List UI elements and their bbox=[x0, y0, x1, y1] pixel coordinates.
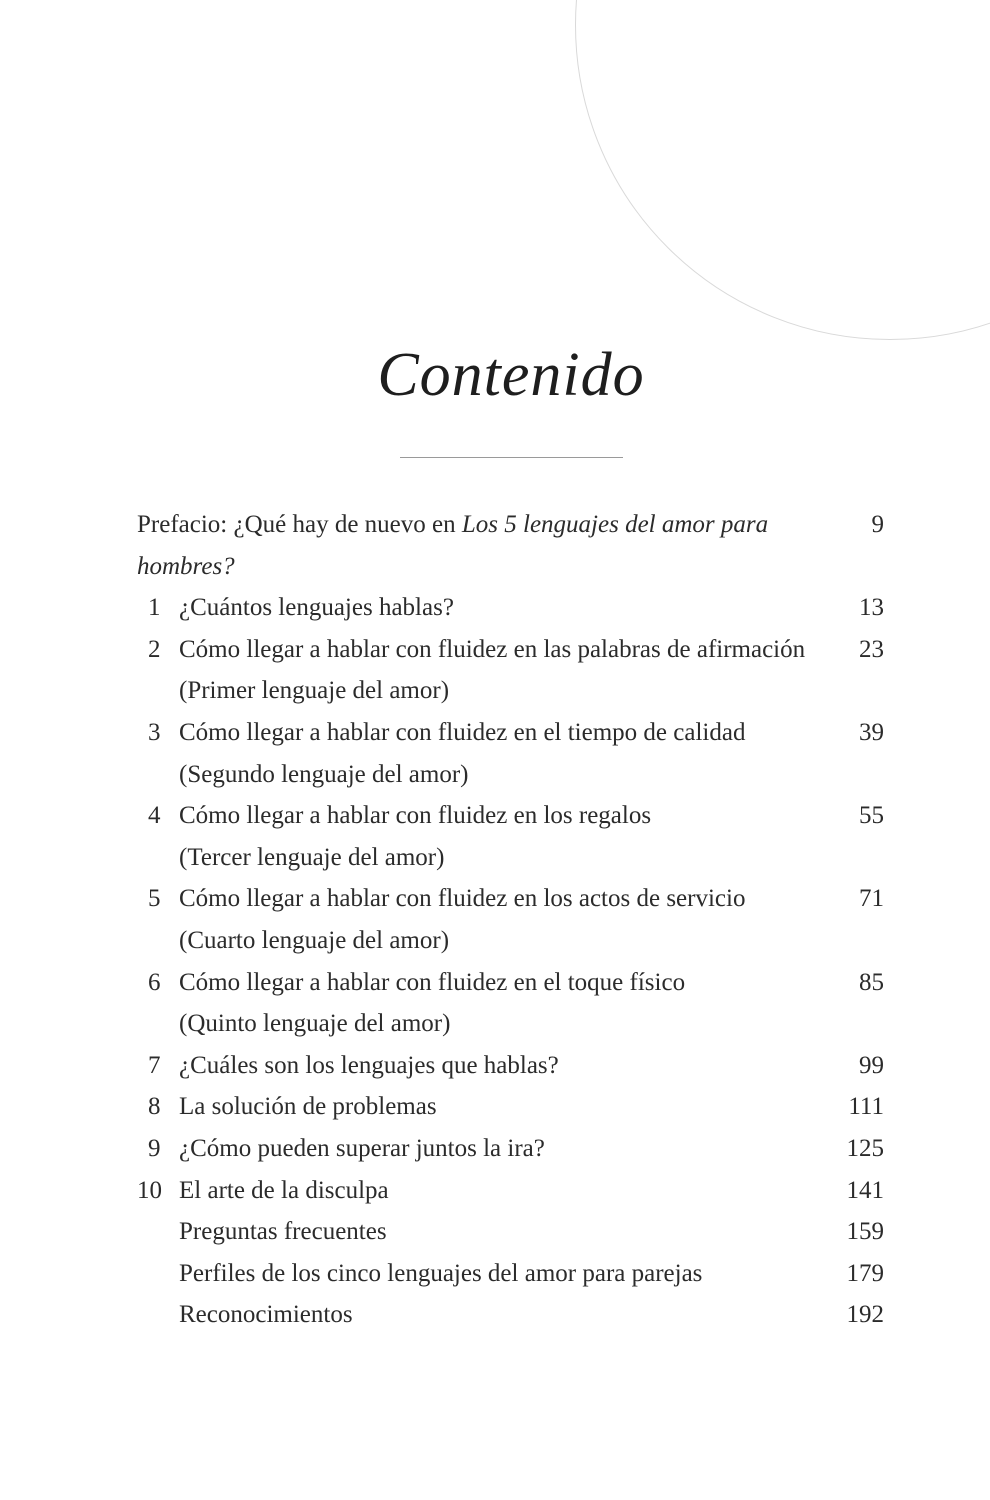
toc-chapter-number: 10 bbox=[137, 1176, 162, 1204]
toc-entry[interactable] bbox=[137, 629, 884, 712]
toc-entry-title bbox=[179, 1294, 824, 1336]
toc-chapter-number: 6 bbox=[148, 968, 161, 996]
toc-page-number: 159 bbox=[846, 1218, 884, 1246]
toc-entry-title bbox=[179, 1045, 824, 1087]
title-divider bbox=[400, 457, 623, 458]
preface-prefix: Prefacio: ¿Qué hay de nuevo en bbox=[137, 511, 462, 538]
toc-entry[interactable] bbox=[137, 795, 884, 878]
toc-entry-title bbox=[179, 1170, 824, 1212]
toc-entry[interactable] bbox=[137, 1294, 884, 1336]
toc-entry-title bbox=[179, 795, 824, 878]
toc-entry-main-text: Cómo llegar a hablar con fluidez en el toque físico bbox=[179, 968, 686, 996]
toc-entry[interactable] bbox=[137, 1128, 884, 1170]
toc-page-number: 141 bbox=[846, 1176, 884, 1204]
toc-page-number: 99 bbox=[859, 1051, 884, 1079]
toc-page-number: 55 bbox=[859, 802, 884, 830]
toc-page-number: 23 bbox=[859, 635, 884, 663]
toc-chapter-number: 2 bbox=[148, 635, 161, 663]
page-title: Contenido bbox=[377, 341, 645, 409]
toc-entry[interactable] bbox=[137, 1211, 884, 1253]
toc-entry-main-text: Cómo llegar a hablar con fluidez en los actos de servicio bbox=[179, 885, 746, 913]
decorative-circle bbox=[575, 0, 990, 340]
toc-entry[interactable] bbox=[137, 1045, 884, 1087]
toc-chapter-number: 4 bbox=[148, 802, 161, 830]
toc-entry-title bbox=[179, 1086, 824, 1128]
toc-entry-title bbox=[137, 504, 844, 587]
toc-entry-subtitle: (Segundo lenguaje del amor) bbox=[179, 760, 469, 788]
toc-entry[interactable] bbox=[137, 962, 884, 1045]
toc-entry[interactable] bbox=[137, 878, 884, 961]
toc-entry-main-text: La solución de problemas bbox=[179, 1093, 437, 1121]
toc-chapter-number: 9 bbox=[148, 1134, 161, 1162]
toc-entry-title bbox=[179, 712, 824, 795]
toc-entry-list bbox=[137, 587, 884, 1336]
toc-entry[interactable] bbox=[137, 712, 884, 795]
toc-entry-main-text: Cómo llegar a hablar con fluidez en los regalos bbox=[179, 802, 652, 830]
toc-entry-title bbox=[179, 962, 824, 1045]
toc-entry[interactable] bbox=[137, 1086, 884, 1128]
toc-entry-title bbox=[179, 1253, 824, 1295]
toc-page-number: 192 bbox=[846, 1301, 884, 1329]
toc-entry-title bbox=[179, 629, 824, 712]
toc-page-number: 111 bbox=[848, 1093, 884, 1121]
toc-entry-main-text: Perfiles de los cinco lenguajes del amor para parejas bbox=[179, 1259, 703, 1287]
toc-entry[interactable] bbox=[137, 1253, 884, 1295]
toc-page-number: 125 bbox=[846, 1134, 884, 1162]
toc-entry-title bbox=[179, 587, 824, 629]
toc-entry[interactable] bbox=[137, 587, 884, 629]
toc-entry-main-text: ¿Cuáles son los lenguajes que hablas? bbox=[179, 1051, 559, 1079]
toc-entry-main-text: Cómo llegar a hablar con fluidez en las palabras de afirmación bbox=[179, 635, 806, 663]
toc-chapter-number: 1 bbox=[148, 594, 161, 622]
toc-entry-subtitle: (Primer lenguaje del amor) bbox=[179, 677, 450, 705]
toc-chapter-number: 5 bbox=[148, 885, 161, 913]
toc-entry[interactable] bbox=[137, 1170, 884, 1212]
toc-entry-main-text: ¿Cuántos lenguajes hablas? bbox=[179, 594, 454, 622]
toc-entry-main-text: Cómo llegar a hablar con fluidez en el tiempo de calidad bbox=[179, 718, 746, 746]
toc-entry-main-text: Reconocimientos bbox=[179, 1301, 353, 1329]
table-of-contents bbox=[137, 504, 884, 1336]
toc-page-number: 71 bbox=[859, 885, 884, 913]
toc-entry-subtitle: (Cuarto lenguaje del amor) bbox=[179, 926, 450, 954]
toc-entry-main-text: El arte de la disculpa bbox=[179, 1176, 389, 1204]
toc-entry-preface[interactable] bbox=[137, 504, 884, 587]
toc-entry-title bbox=[179, 1128, 824, 1170]
toc-chapter-number: 7 bbox=[148, 1051, 161, 1079]
toc-page-number: 85 bbox=[859, 968, 884, 996]
toc-page-number: 179 bbox=[846, 1259, 884, 1287]
toc-page-number: 39 bbox=[859, 718, 884, 746]
preface-book-title: Los 5 lenguajes del amor para hombres? bbox=[137, 511, 769, 580]
toc-entry-main-text: Preguntas frecuentes bbox=[179, 1218, 387, 1246]
toc-entry-title bbox=[179, 1211, 824, 1253]
toc-entry-main-text: ¿Cómo pueden superar juntos la ira? bbox=[179, 1134, 545, 1162]
toc-page-number: 9 bbox=[871, 511, 884, 538]
toc-chapter-number: 8 bbox=[148, 1093, 161, 1121]
toc-entry-title bbox=[179, 878, 824, 961]
toc-entry-subtitle: (Tercer lenguaje del amor) bbox=[179, 843, 445, 871]
toc-page-number: 13 bbox=[859, 594, 884, 622]
toc-chapter-number: 3 bbox=[148, 718, 161, 746]
toc-entry-subtitle: (Quinto lenguaje del amor) bbox=[179, 1010, 451, 1038]
